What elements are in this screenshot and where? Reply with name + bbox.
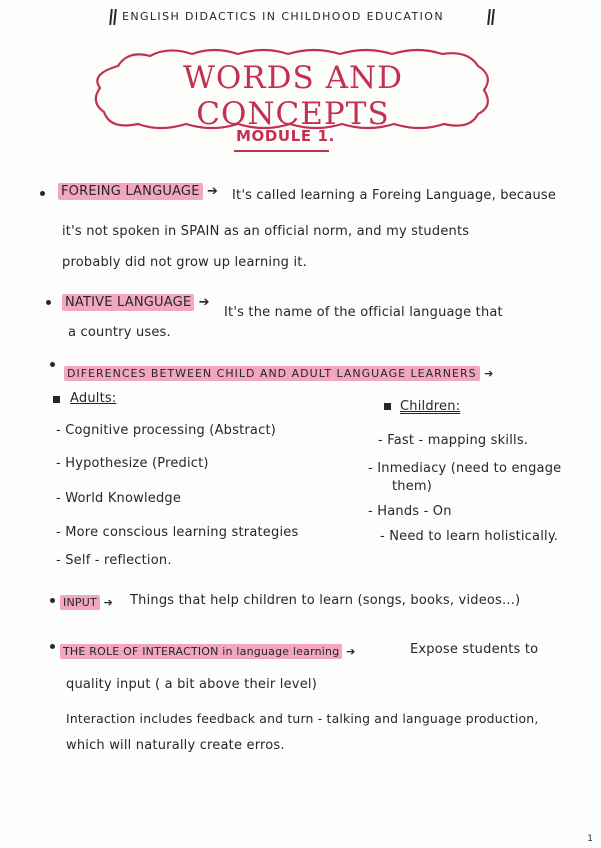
course-header: ENGLISH DIDACTICS IN CHILDHOOD EDUCATION: [122, 10, 444, 23]
foreign-line-3: probably did not grow up learning it.: [62, 255, 307, 270]
bullet-native: [46, 300, 51, 305]
adults-item-1-text: Cognitive processing (Abstract): [65, 423, 277, 438]
module-underline: [234, 150, 329, 152]
foreign-line-2: it's not spoken in SPAIN as an official norm, and my students: [62, 224, 470, 239]
input-line-1: Things that help children to learn (songs, books, videos...): [130, 593, 521, 608]
foreign-term: FOREING LANGUAGE: [58, 183, 203, 200]
arrow-icon: ➔: [103, 596, 114, 609]
children-item-2b: them): [392, 479, 433, 494]
page-number: 1: [587, 834, 593, 844]
header-bar-left: [109, 9, 113, 25]
interaction-line-2: quality input ( a bit above their level): [66, 677, 317, 692]
square-bullet-adults: [53, 396, 60, 403]
bullet-differences: [50, 362, 55, 367]
adults-item-3: - World Knowledge: [56, 491, 182, 506]
native-term-row: [62, 295, 210, 310]
adults-item-4: - More conscious learning strategies: [56, 525, 299, 540]
native-line-2: a country uses.: [68, 325, 171, 340]
bullet-interaction: [50, 644, 55, 649]
square-bullet-children: [384, 403, 391, 410]
adults-title: Adults:: [70, 391, 117, 406]
page-title: WORDS AND CONCEPTS: [183, 60, 403, 132]
interaction-term: THE ROLE OF INTERACTION in language learning: [60, 644, 342, 659]
arrow-icon: ➔: [484, 367, 495, 380]
differences-term-row: [64, 367, 494, 380]
foreign-term-row: [58, 184, 218, 199]
arrow-icon: ➔: [346, 645, 356, 658]
children-item-1: - Fast - mapping skills.: [378, 433, 529, 448]
children-title: Children:: [400, 399, 461, 414]
children-item-2: - Inmediacy (need to engage: [368, 461, 562, 476]
adults-item-3-text: World Knowledge: [65, 491, 182, 506]
interaction-line-1: Expose students to: [410, 642, 539, 657]
header-bar-right-2: [491, 9, 495, 25]
arrow-icon: ➔: [206, 184, 219, 199]
children-item-3: - Hands - On: [368, 504, 452, 519]
children-item-3-text: Hands - On: [377, 504, 452, 519]
adults-item-2-text: Hypothesize (Predict): [65, 456, 209, 471]
children-item-4: - Need to learn holistically.: [380, 529, 559, 544]
input-term-row: [60, 596, 113, 609]
adults-item-5: - Self - reflection.: [56, 553, 172, 568]
interaction-term-row: [60, 645, 356, 658]
adults-item-2: - Hypothesize (Predict): [56, 456, 209, 471]
adults-item-5-text: Self - reflection.: [65, 553, 172, 568]
arrow-icon: ➔: [198, 295, 210, 310]
interaction-line-4: which will naturally create erros.: [66, 738, 285, 753]
module-label: MODULE 1.: [236, 127, 335, 145]
adults-item-4-text: More conscious learning strategies: [65, 525, 299, 540]
interaction-line-3: Interaction includes feedback and turn - talking and language production,: [66, 711, 539, 726]
children-item-4-text: Need to learn holistically.: [389, 529, 559, 544]
header-bar-right: [487, 9, 491, 25]
children-item-1-text: Fast - mapping skills.: [387, 433, 529, 448]
adults-item-1: - Cognitive processing (Abstract): [56, 423, 277, 438]
bullet-foreign: [40, 191, 45, 196]
children-item-2-text: Inmediacy (need to engage: [377, 461, 562, 476]
native-term: NATIVE LANGUAGE: [62, 294, 194, 311]
native-line-1: It's the name of the official language that: [224, 305, 503, 320]
input-term: INPUT: [60, 595, 100, 610]
foreign-line-1: It's called learning a Foreing Language, because: [232, 188, 557, 203]
differences-term: DIFERENCES BETWEEN CHILD AND ADULT LANGUAGE LEARNERS: [64, 366, 480, 381]
header-bar-left-2: [113, 9, 117, 25]
bullet-input: [50, 598, 55, 603]
